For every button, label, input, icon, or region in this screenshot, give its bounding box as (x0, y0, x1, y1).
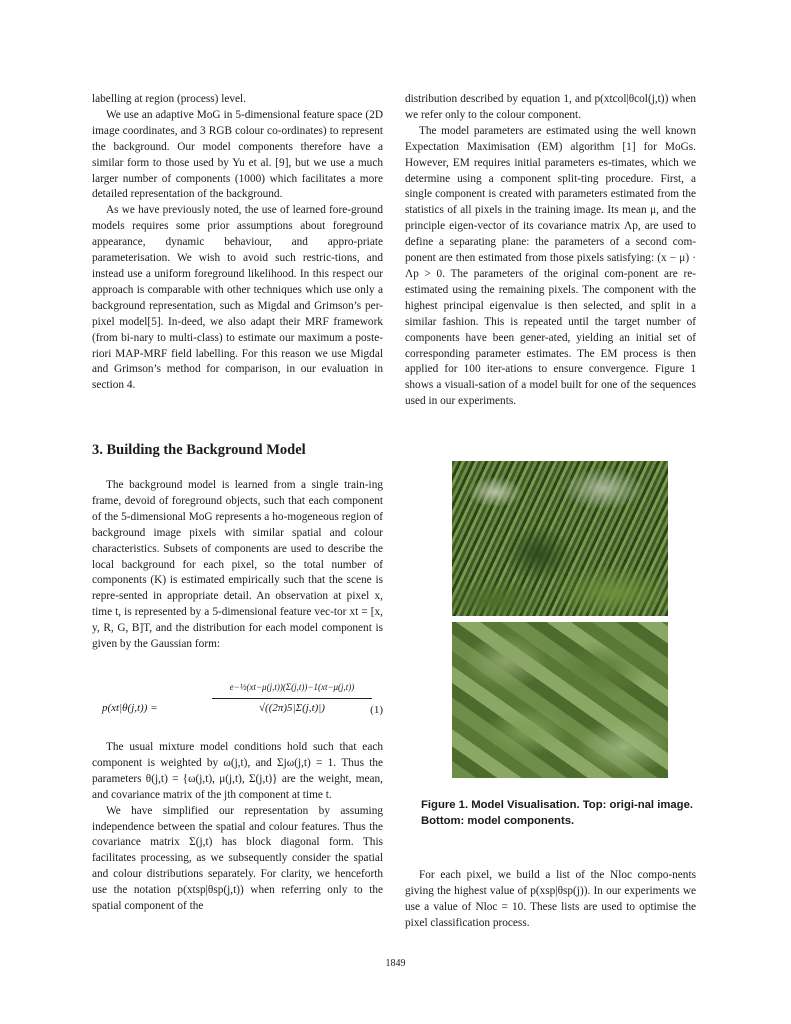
paragraph: distribution described by equation 1, and p(xtcol|θcol(j,t)) when we refer only to the colour component. (405, 93, 696, 121)
equation-lhs: p(xt|θ(j,t)) = (102, 702, 158, 714)
paragraph: We use an adaptive MoG in 5-dimensional feature space (2D image coordinates, and 3 RGB colour co-ordinates) to represent the background. Our model components therefore have a similar form to those used by Yu et al. [9], but we use a much larger number of components (1000) which facilitates a more detailed representation of the background. (92, 108, 383, 201)
page-number: 1849 (385, 958, 406, 969)
right-column-top (405, 92, 696, 410)
equation-number: (1) (370, 704, 383, 716)
right-column-bottom (405, 868, 696, 932)
paragraph: The usual mixture model conditions hold such that each component is weighted by ω(j,t), and Σjω(j,t) = 1. Thus the parameters θ(j,t) = {ω(j,t), μ(j,t), Σ(j,t)} are the weight, mean, and covariance matrix of the jth component at time t. (92, 741, 383, 801)
left-column-bottom (92, 740, 383, 915)
figure-model-components-image (452, 622, 668, 778)
paragraph: As we have previously noted, the use of learned fore-ground models requires some prior assumptions about foreground appearance, dynamic behaviour, and appro-priate parameterisation. We wish to avoid such restric-tions, and instead use a uniform foreground likelihood. In this respect our approach is comparable with other techniques which use only a background representation, such as Migdal and Grimson’s per-pixel model[5]. In-deed, we also adapt their MRF framework (from bi-nary to multi-class) to estimate our maximum a poste-riori MAP-MRF field labelling. For this reason we use Migdal and Grimson’s method for comparison, in our evaluation in section 4. (92, 204, 383, 392)
figure-caption: Figure 1. Model Visualisation. Top: origi-nal image. Bottom: model components. (421, 799, 693, 827)
equation-numerator: e−½(xt−μ(j,t))(Σ(j,t))−1(xt−μ(j,t)) (212, 682, 372, 699)
paragraph: labelling at region (process) level. (92, 93, 247, 105)
paragraph: We have simplified our representation by assuming independence between the spatial and colour features. Thus the covariance matrix Σ(j,t) has block diagonal form. This facilitates processing, as we subsequently consider the spatial and colour distributions separately. For clarity, we henceforth use the notation p(xtsp|θsp(j,t)) when referring only to the spatial component of the (92, 804, 383, 913)
left-column-top (92, 92, 383, 394)
equation-denominator: √((2π)5|Σ(j,t)|) (259, 702, 325, 714)
equation-1 (92, 682, 383, 738)
section-heading: 3. Building the Background Model (92, 442, 306, 458)
equation-fraction (212, 682, 372, 714)
left-column-middle (92, 478, 383, 653)
paragraph: The model parameters are estimated using the well known Expectation Maximisation (EM) algorithm [1] for MoGs. However, EM requires initial parameters es-timates, which we determine using a component split-ting procedure. First, a single component is created with parameters estimated from the statistics of all pixels in the training image. Its mean μ, and the principle eigen-vector of its covariance matrix Λp, are used to define a separating plane: the parameters of a second com-ponent are then estimated from those pixels satisfying: (x − μ) · Λp > 0. The parameters of the original com-ponent are re-estimated using the remaining pixels. The component with the highest principal eigenvalue is then selected, and split in a similar fashion. This is repeated until the target number of components have been gener-ated, yielding an initial set of corresponding parameter estimates. The EM process is then applied for 100 iter-ations to ensure convergence. Figure 1 shows a visuali-sation of a model built for one of the sequences used in our experiments. (405, 124, 696, 408)
paragraph: For each pixel, we build a list of the Nloc compo-nents giving the highest value of p(xsp|θsp(j)). In our experiments we use a value of Nloc = 10. These lists are used to optimise the pixel classification process. (405, 869, 696, 929)
paragraph: The background model is learned from a single train-ing frame, devoid of foreground objects, such that each component of the 5-dimensional MoG represents a ho-mogeneous region of background image pixels with similar spatial and colour characteristics. Subsets of components are used to describe the local background for each pixel, so the total number of components (K) is estimated empirically such that the scene is repre-sented in appropriate detail. An observation at pixel x, time t, is represented by a 5-dimensional feature vec-tor xt = [x, y, R, G, B]T, and the distribution for each model component is given by the Gaussian form: (92, 479, 383, 651)
figure-original-image (452, 461, 668, 616)
